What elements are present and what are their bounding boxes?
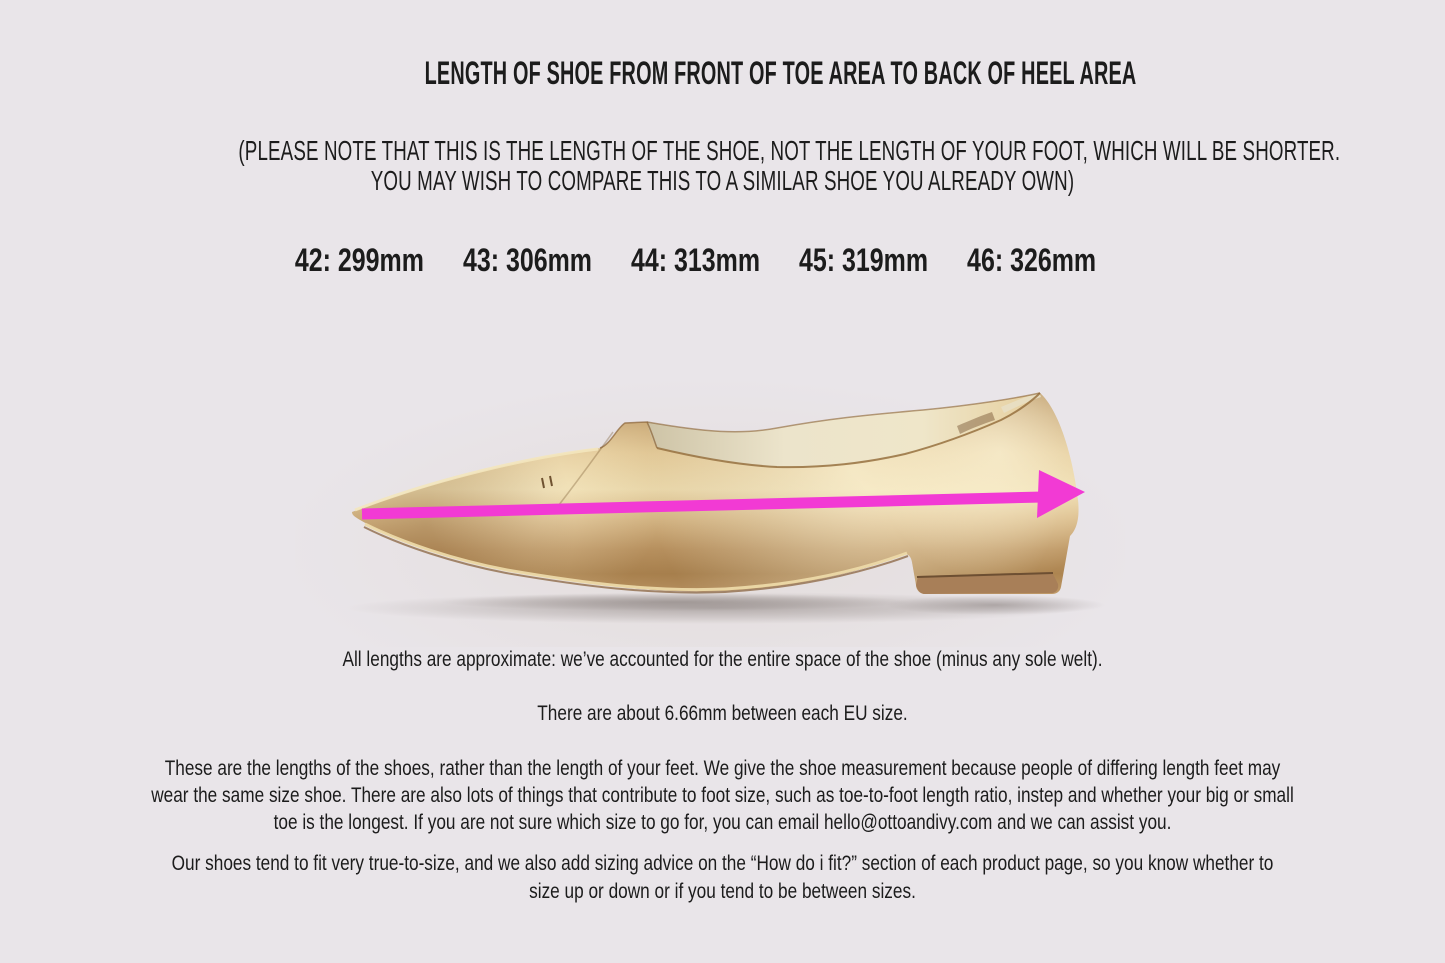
sizing-paragraph-line-3: toe is the longest. If you are not sure which size to go for, you can email hello@ottoandivy.com and we can assist you. [273, 811, 1172, 834]
note-line-1: (PLEASE NOTE THAT THIS IS THE LENGTH OF THE SHOE, NOT THE LENGTH OF YOUR FOOT, WHICH WILL BE SHORTER. [238, 135, 1341, 166]
fit-paragraph-line-1: Our shoes tend to fit very true-to-size, and we also add sizing advice on the “How do i fit?” section of each product page, so you know whether to [171, 852, 1274, 875]
size-item-45: 45: 319mm [799, 242, 929, 278]
fit-paragraph [130, 850, 1315, 906]
ground-shadow-toe [440, 593, 910, 611]
note-line-2: YOU MAY WISH TO COMPARE THIS TO A SIMILAR SHOE YOU ALREADY OWN) [370, 165, 1075, 196]
sizing-paragraph-line-1: These are the lengths of the shoes, rather than the length of your feet. We give the shoe measurement because people of differing length feet may [164, 757, 1281, 780]
size-item-43: 43: 306mm [462, 242, 592, 278]
size-item-42: 42: 299mm [294, 242, 424, 278]
note-text [238, 135, 1341, 196]
fit-paragraph-line-2: size up or down or if you tend to be between sizes. [529, 880, 916, 903]
eu-gap-note: There are about 6.66mm between each EU size. [537, 702, 908, 725]
size-item-46: 46: 326mm [967, 242, 1097, 278]
ground-shadow-heel [885, 595, 1105, 615]
size-item-44: 44: 313mm [630, 242, 761, 278]
approx-note: All lengths are approximate: we’ve accounted for the entire space of the shoe (minus any sole welt). [342, 648, 1103, 671]
size-length-list [132, 242, 1259, 279]
sizing-paragraph [130, 755, 1315, 836]
sizing-paragraph-line-2: wear the same size shoe. There are also lots of things that contribute to foot size, such as toe-to-foot length ratio, instep and whether your big or small [151, 784, 1294, 807]
page-title: LENGTH OF SHOE FROM FRONT OF TOE AREA TO BACK OF HEEL AREA [424, 55, 1137, 91]
shoe-photo [295, 362, 1125, 647]
shoe-illustration [295, 362, 1125, 647]
